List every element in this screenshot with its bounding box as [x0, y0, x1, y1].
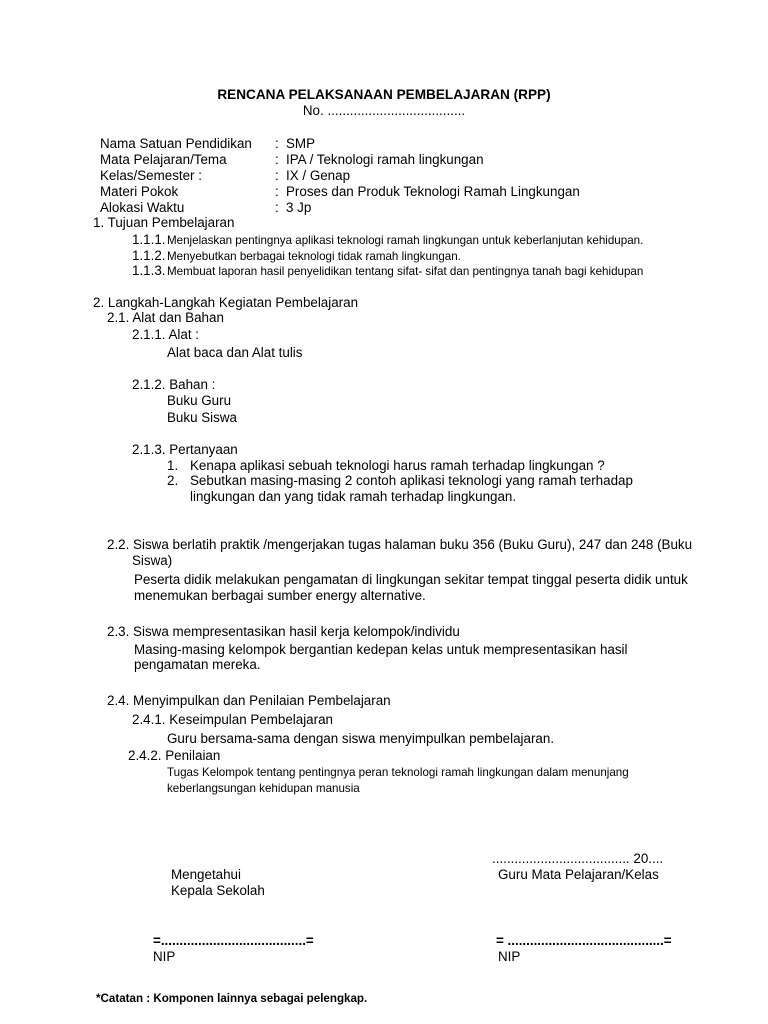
- practice-description: menemukan berbagai sumber energy alternative.: [134, 588, 426, 603]
- objective-number: 1.1.1.: [132, 232, 166, 247]
- identity-colon: :: [275, 168, 279, 183]
- signature-left-title: Kepala Sekolah: [171, 883, 265, 898]
- materials-heading: 2.1.2. Bahan :: [132, 377, 216, 392]
- practice-description: Peserta didik melakukan pengamatan di lingkungan sekitar tempat tinggal peserta didik untuk: [134, 572, 688, 587]
- identity-label-subject: Mata Pelajaran/Tema: [100, 152, 227, 167]
- question-text: lingkungan dan yang tidak ramah terhadap lingkungan.: [190, 489, 517, 504]
- tools-heading: 2.1.1. Alat :: [132, 327, 199, 342]
- signature-date: ..................................... 20....: [492, 851, 664, 866]
- identity-value-subject: IPA / Teknologi ramah lingkungan: [286, 152, 484, 167]
- document-number: No. .....................................: [302, 103, 466, 118]
- identity-colon: :: [275, 152, 279, 167]
- questions-heading: 2.1.3. Pertanyaan: [132, 442, 238, 457]
- objective-text: Menjelaskan pentingnya aplikasi teknologi ramah lingkungan untuk keberlanjutan kehidupan.: [167, 234, 644, 247]
- signature-right-nip: NIP: [498, 949, 521, 964]
- materials-item: Buku Guru: [167, 393, 232, 408]
- assessment-text: keberlangsungan kehidupan manusia: [167, 782, 360, 795]
- section-heading-objectives: 1. Tujuan Pembelajaran: [93, 215, 235, 230]
- identity-colon: :: [275, 136, 279, 151]
- subsection-heading-tools: 2.1. Alat dan Bahan: [107, 310, 224, 325]
- presentation-description: Masing-masing kelompok bergantian kedepan kelas untuk mempresentasikan hasil: [134, 642, 628, 657]
- question-text: Sebutkan masing-masing 2 contoh aplikasi teknologi yang ramah terhadap: [190, 473, 633, 488]
- subsection-heading-practice: 2.2. Siswa berlatih praktik /mengerjakan tugas halaman buku 356 (Buku Guru), 247 dan 248 (Buku: [107, 537, 693, 552]
- identity-colon: :: [275, 200, 279, 215]
- presentation-description: pengamatan mereka.: [134, 657, 261, 672]
- signature-left-line: =.......................................=: [153, 933, 314, 948]
- identity-label-time: Alokasi Waktu: [100, 200, 185, 215]
- conclusion-text: Guru bersama-sama dengan siswa menyimpulkan pembelajaran.: [167, 731, 555, 746]
- signature-left-line1: Mengetahui: [171, 867, 241, 882]
- signature-right-title: Guru Mata Pelajaran/Kelas: [498, 867, 659, 882]
- section-heading-steps: 2. Langkah-Langkah Kegiatan Pembelajaran: [93, 295, 359, 310]
- signature-right-line: = ..........................................=: [496, 933, 672, 948]
- signature-left-nip: NIP: [153, 949, 176, 964]
- identity-value-school: SMP: [286, 136, 316, 151]
- objective-number: 1.1.3.: [132, 263, 166, 278]
- subsection-heading-practice-cont: Siswa): [132, 553, 173, 568]
- tools-item: Alat baca dan Alat tulis: [167, 345, 303, 360]
- identity-colon: :: [275, 184, 279, 199]
- question-number: 1.: [167, 458, 179, 473]
- assessment-heading: 2.4.2. Penilaian: [128, 748, 221, 763]
- identity-value-topic: Proses dan Produk Teknologi Ramah Lingkungan: [286, 184, 580, 199]
- identity-label-topic: Materi Pokok: [100, 184, 179, 199]
- subsection-heading-presentation: 2.3. Siswa mempresentasikan hasil kerja kelompok/individu: [107, 624, 460, 639]
- identity-value-class: IX / Genap: [286, 168, 351, 183]
- footnote: *Catatan : Komponen lainnya sebagai pelengkap.: [96, 992, 368, 1005]
- identity-value-time: 3 Jp: [286, 200, 312, 215]
- question-number: 2.: [167, 473, 179, 488]
- subsection-heading-conclusion: 2.4. Menyimpulkan dan Penilaian Pembelajaran: [107, 693, 391, 708]
- objective-number: 1.1.2.: [132, 248, 166, 263]
- question-text: Kenapa aplikasi sebuah teknologi harus ramah terhadap lingkungan ?: [190, 458, 605, 473]
- identity-label-school: Nama Satuan Pendidikan: [100, 136, 252, 151]
- assessment-text: Tugas Kelompok tentang pentingnya peran teknologi ramah lingkungan dalam menunjang: [167, 766, 629, 779]
- objective-text: Menyebutkan berbagai teknologi tidak ramah lingkungan.: [167, 250, 461, 263]
- document-title: RENCANA PELAKSANAAN PEMBELAJARAN (RPP): [217, 87, 551, 102]
- materials-item: Buku Siswa: [167, 410, 237, 425]
- identity-label-class: Kelas/Semester :: [100, 168, 202, 183]
- objective-text: Membuat laporan hasil penyelidikan tentang sifat- sifat dan pentingnya tanah bagi kehidupan: [167, 265, 644, 278]
- conclusion-heading: 2.4.1. Keseimpulan Pembelajaran: [132, 712, 333, 727]
